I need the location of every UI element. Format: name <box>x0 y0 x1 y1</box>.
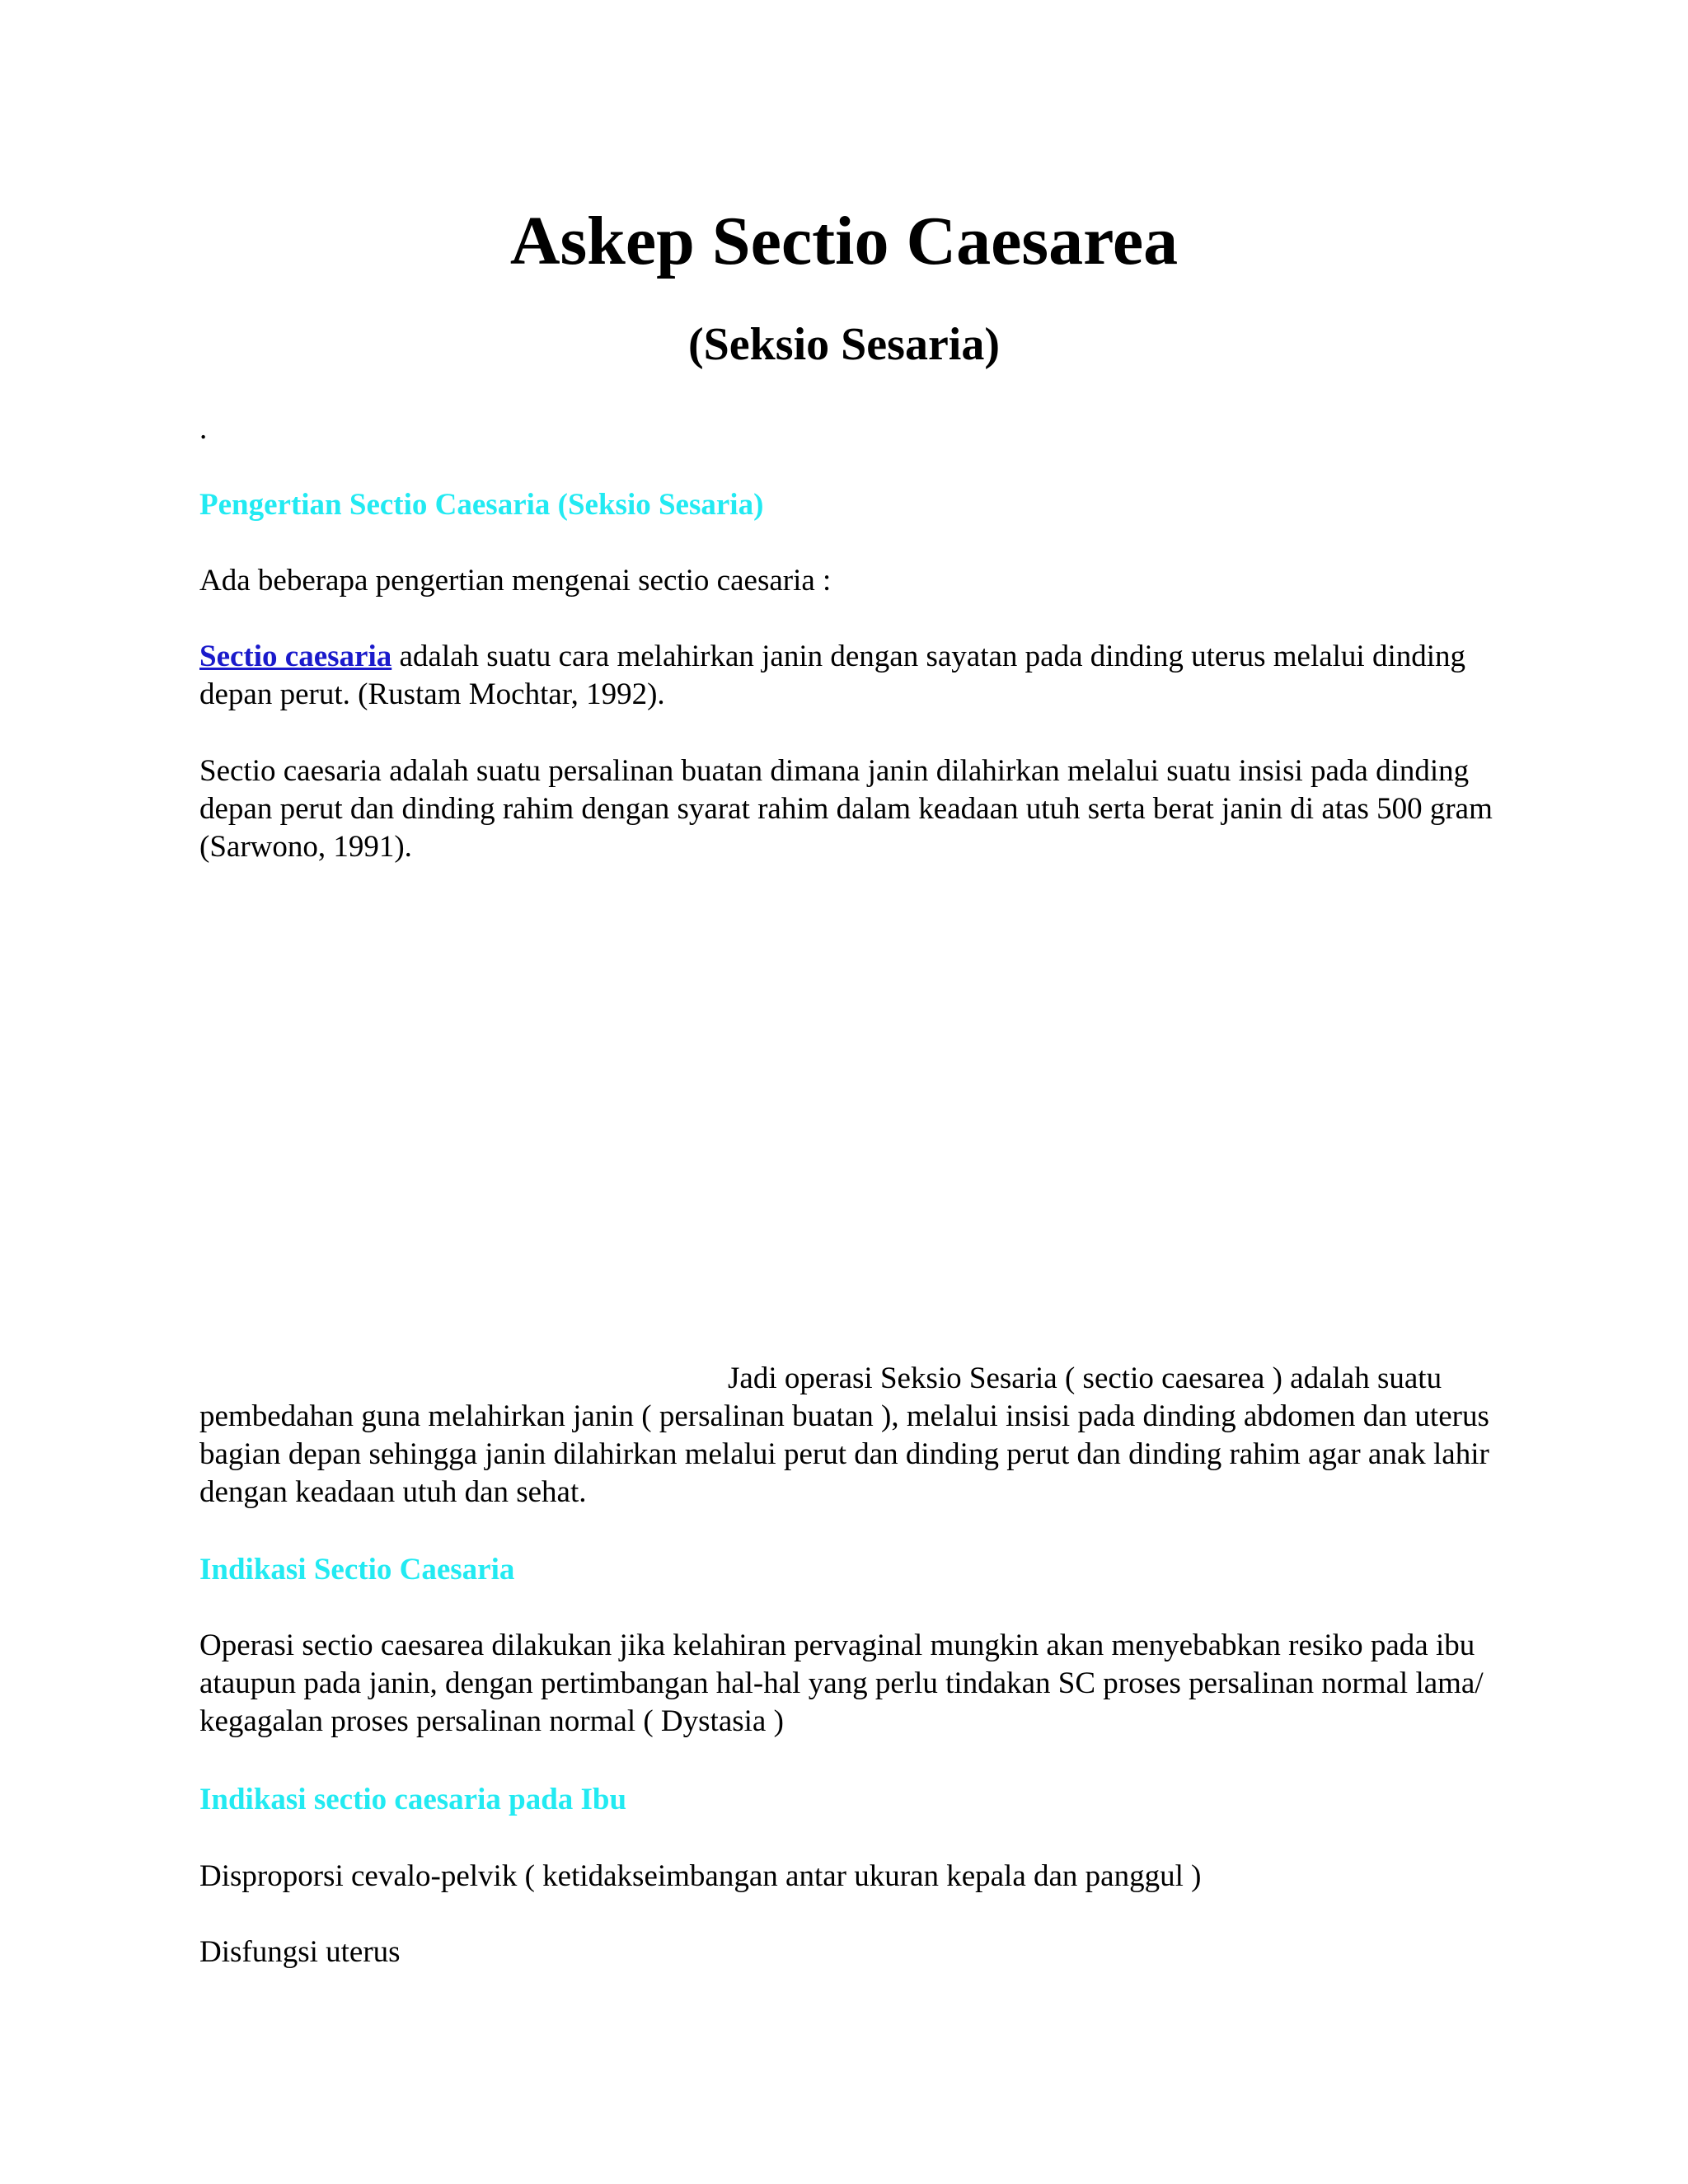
separator-dot: . <box>199 412 208 446</box>
definition-1-text: adalah suatu cara melahirkan janin dengan sayatan pada dinding uterus melalui dinding depan perut. (Rustam Mochtar, 1992). <box>199 640 1466 711</box>
page-title: Askep Sectio Caesarea <box>509 203 1179 279</box>
indikasi-paragraph: Operasi sectio caesarea dilakukan jika kelahiran pervaginal mungkin akan menyebabkan resiko pada ibu ataupun pada janin, dengan pertimbangan hal-hal yang perlu tindakan SC proses persalinan normal lama/ kegagalan proses persalinan normal ( Dystasia ) <box>199 1629 1484 1738</box>
definition-paragraph-2: Sectio caesaria adalah suatu persalinan buatan dimana janin dilahirkan melalui suatu insisi pada dinding depan perut dan dinding rahim dengan syarat rahim dalam keadaan utuh serta berat janin di atas 500 gram (Sarwono, 1991). <box>199 754 1493 864</box>
definition-paragraph-1 <box>199 638 1502 714</box>
intro-paragraph: Ada beberapa pengertian mengenai sectio caesaria : <box>199 564 832 598</box>
section-heading-pengertian: Pengertian Sectio Caesaria (Seksio Sesaria) <box>199 488 764 522</box>
section-heading-indikasi-ibu: Indikasi sectio caesaria pada Ibu <box>199 1783 627 1816</box>
indikasi-ibu-item-2: Disfungsi uterus <box>199 1935 401 1969</box>
conclusion-paragraph: Jadi operasi Seksio Sesaria ( sectio caesarea ) adalah suatu pembedahan guna melahirkan janin ( persalinan buatan ), melalui insisi pada dinding abdomen dan uterus bagian depan sehingga janin dilahirkan melalui perut dan dinding perut dan dinding rahim agar anak lahir dengan keadaan utuh dan sehat. <box>199 1361 1489 1509</box>
section-heading-indikasi: Indikasi Sectio Caesaria <box>199 1553 515 1586</box>
page-subtitle: (Seksio Sesaria) <box>688 319 1000 370</box>
indikasi-ibu-item-1: Disproporsi cevalo-pelvik ( ketidakseimbangan antar ukuran kepala dan panggul ) <box>199 1859 1202 1893</box>
sectio-caesaria-link[interactable]: Sectio caesaria <box>199 640 392 673</box>
